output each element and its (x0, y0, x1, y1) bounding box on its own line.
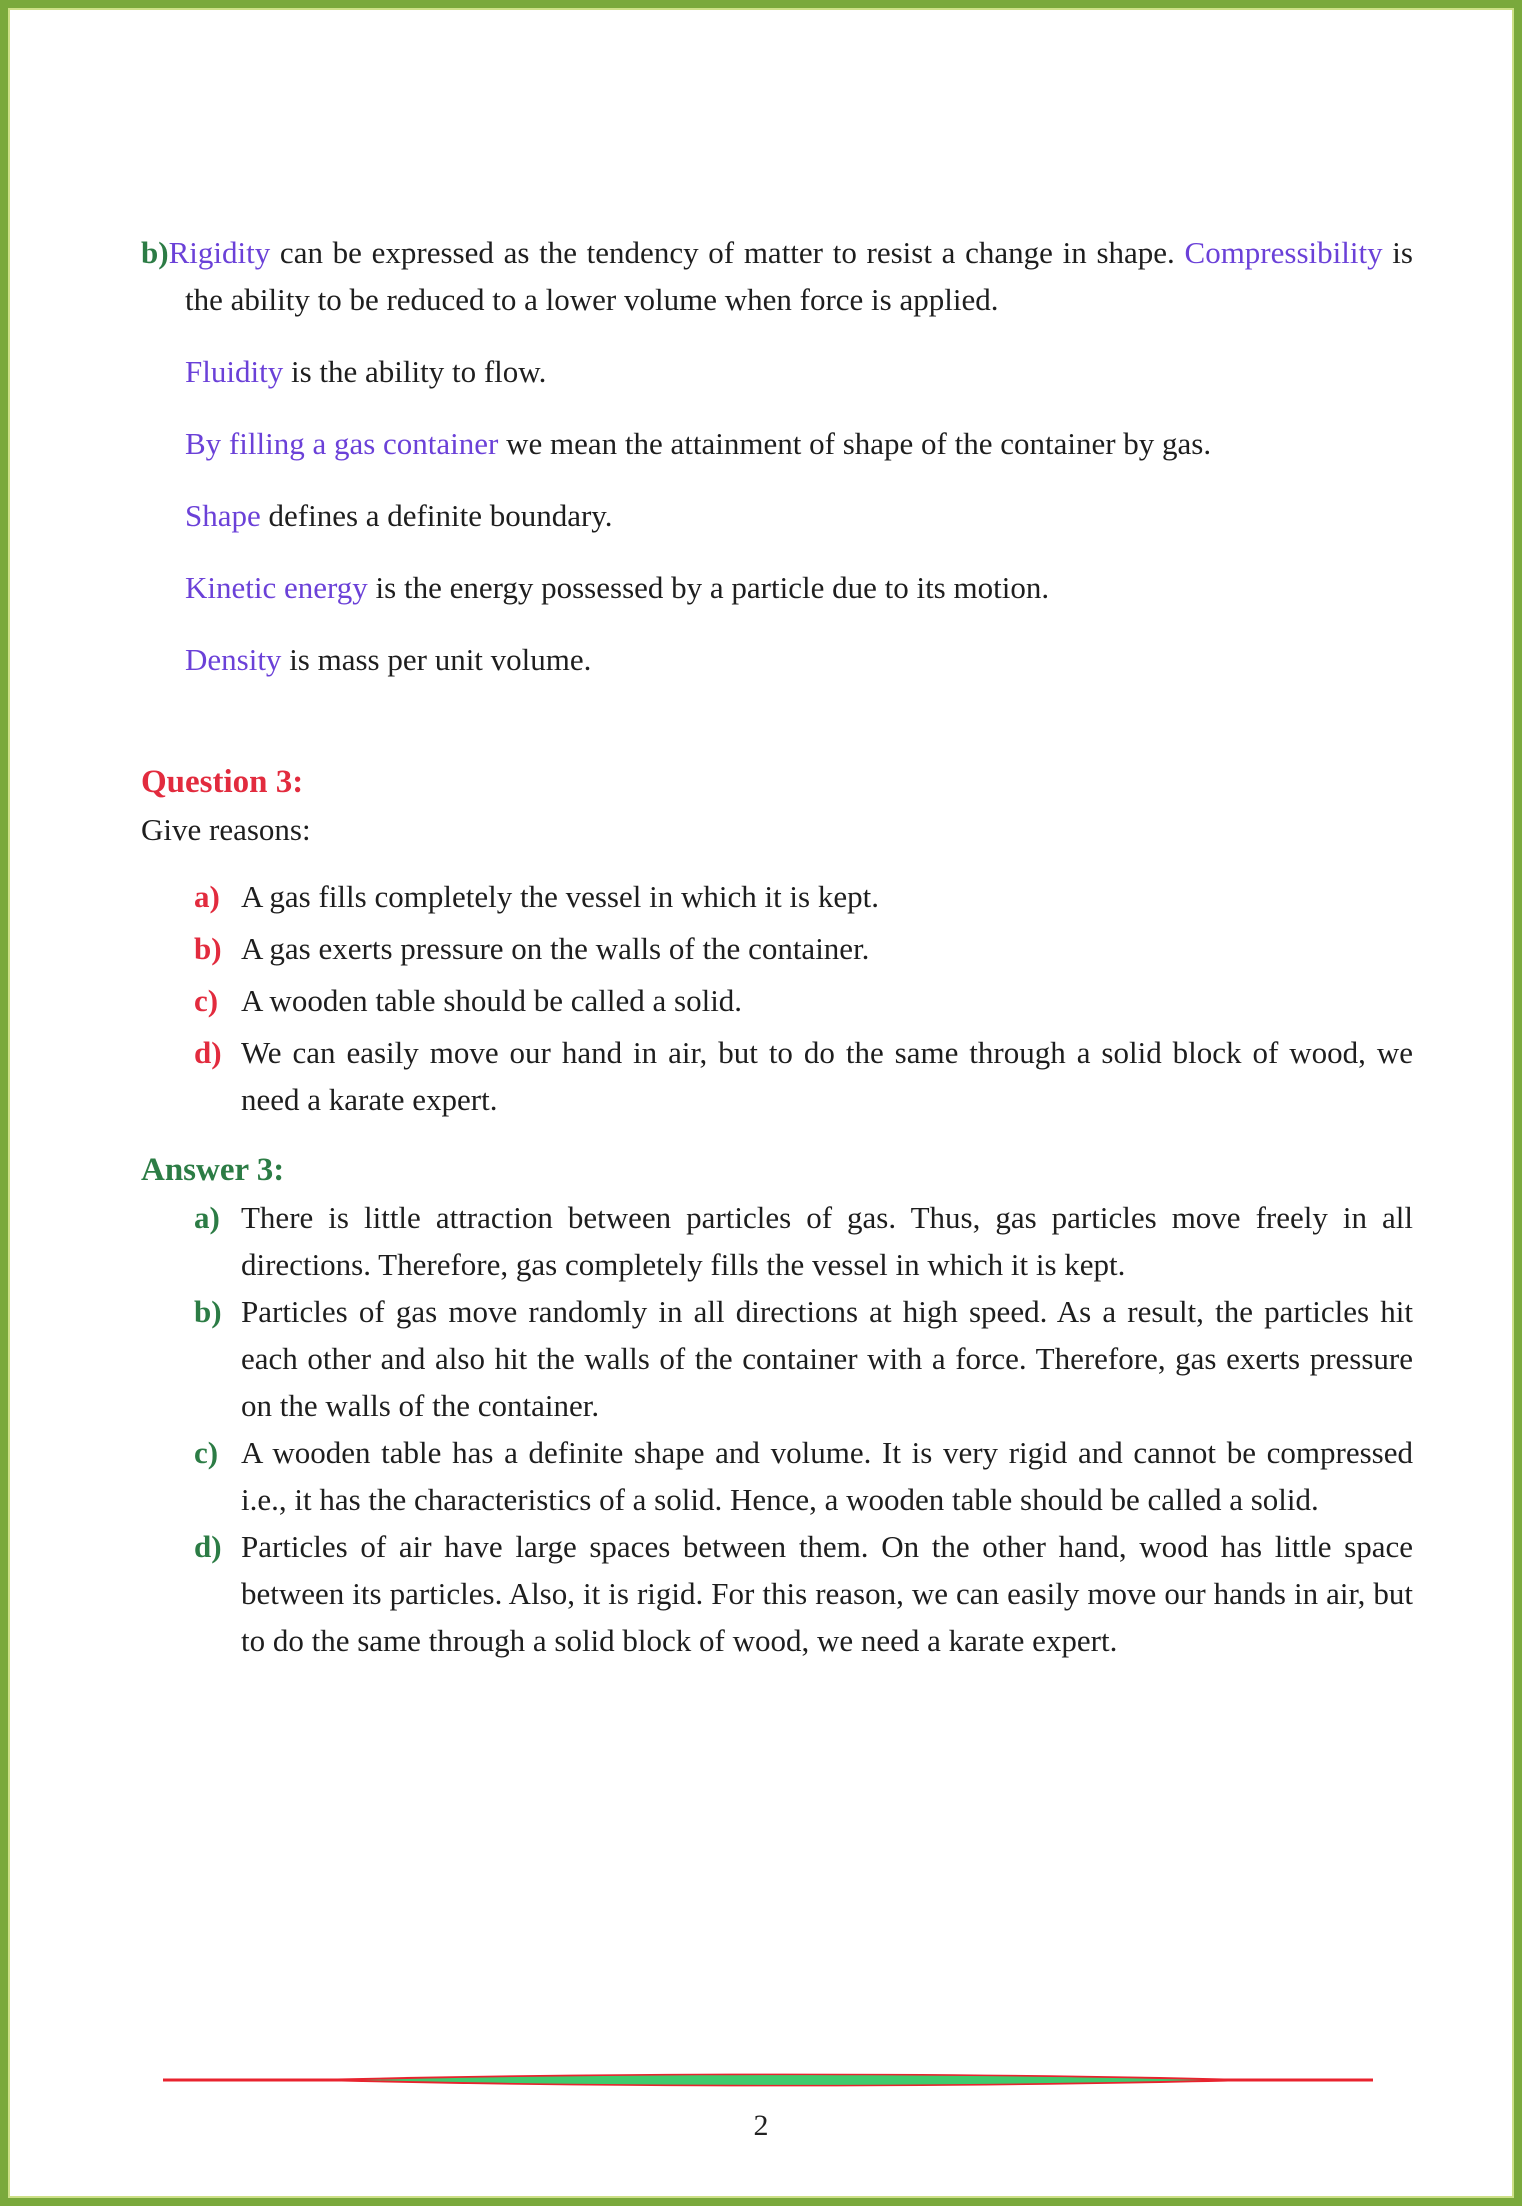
list-item-marker: c) (194, 1435, 219, 1470)
definition-marker: b) (141, 235, 169, 270)
list-item (194, 925, 1413, 972)
page-content (141, 229, 1413, 1664)
term-text: Rigidity (168, 235, 271, 270)
term-text: By filling a gas container (185, 426, 499, 461)
list-item (194, 1523, 1413, 1664)
list-item (194, 1429, 1413, 1523)
term-text: Kinetic energy (185, 570, 368, 605)
page-number: 2 (753, 2109, 769, 2142)
body-text: is the ability to be reduced to a lower volume when force is applied. (185, 235, 1413, 317)
list-item (194, 1194, 1413, 1288)
list-item-marker: c) (194, 983, 219, 1018)
definition-paragraph (185, 636, 1413, 683)
question-subtitle: Give reasons: (141, 812, 311, 847)
definition-paragraph (185, 492, 1413, 539)
body-text: defines a definite boundary. (260, 498, 613, 533)
question-list (141, 873, 1413, 1123)
term-text: Fluidity (185, 354, 284, 389)
list-item-text: We can easily move our hand in air, but to do the same through a solid block of wood, we need a karate expert. (241, 1035, 1413, 1117)
definition-paragraph (185, 420, 1413, 467)
definition-paragraph (185, 564, 1413, 611)
answer-heading: Answer 3: (141, 1152, 285, 1188)
list-item-marker: a) (194, 879, 220, 914)
body-text: is mass per unit volume. (281, 642, 592, 677)
list-item (194, 873, 1413, 920)
body-text: can be expressed as the tendency of matter to resist a change in shape. (270, 235, 1185, 270)
list-item-marker: b) (194, 931, 222, 966)
question-heading: Question 3: (141, 764, 304, 800)
term-text: Compressibility (1184, 235, 1383, 270)
definition-paragraph (141, 229, 1413, 323)
answer-list (141, 1194, 1413, 1664)
term-text: Density (185, 642, 282, 677)
body-text: is the energy possessed by a particle due to its motion. (367, 570, 1050, 605)
definitions-section (141, 229, 1413, 683)
list-item-marker: a) (194, 1200, 220, 1235)
list-item (194, 977, 1413, 1024)
list-item-marker: b) (194, 1294, 222, 1329)
list-item-marker: d) (194, 1035, 222, 1070)
list-item-text: A gas exerts pressure on the walls of the container. (241, 931, 870, 966)
definition-paragraph (185, 348, 1413, 395)
list-item (194, 1288, 1413, 1429)
list-item-text: There is little attraction between particles of gas. Thus, gas particles move freely in all directions. Therefore, gas completely fills the vessel in which it is kept. (241, 1200, 1413, 1282)
term-text: Shape (185, 498, 261, 533)
list-item-text: A wooden table has a definite shape and volume. It is very rigid and cannot be compressed i.e., it has the characteristics of a solid. Hence, a wooden table should be called a solid. (241, 1435, 1413, 1517)
list-item-text: A gas fills completely the vessel in which it is kept. (241, 879, 879, 914)
list-item (194, 1029, 1413, 1123)
list-item-marker: d) (194, 1529, 222, 1564)
list-item-text: Particles of gas move randomly in all directions at high speed. As a result, the particles hit each other and also hit the walls of the container with a force. Therefore, gas exerts pressure on the walls of the container. (241, 1294, 1413, 1423)
decorative-divider (163, 2071, 1373, 2089)
list-item-text: A wooden table should be called a solid. (241, 983, 743, 1018)
list-item-text: Particles of air have large spaces between them. On the other hand, wood has little space between its particles. Also, it is rigid. For this reason, we can easily move our hands in air, but to do the same through a solid block of wood, we need a karate expert. (241, 1529, 1413, 1658)
body-text: we mean the attainment of shape of the container by gas. (498, 426, 1212, 461)
body-text: is the ability to flow. (283, 354, 547, 389)
